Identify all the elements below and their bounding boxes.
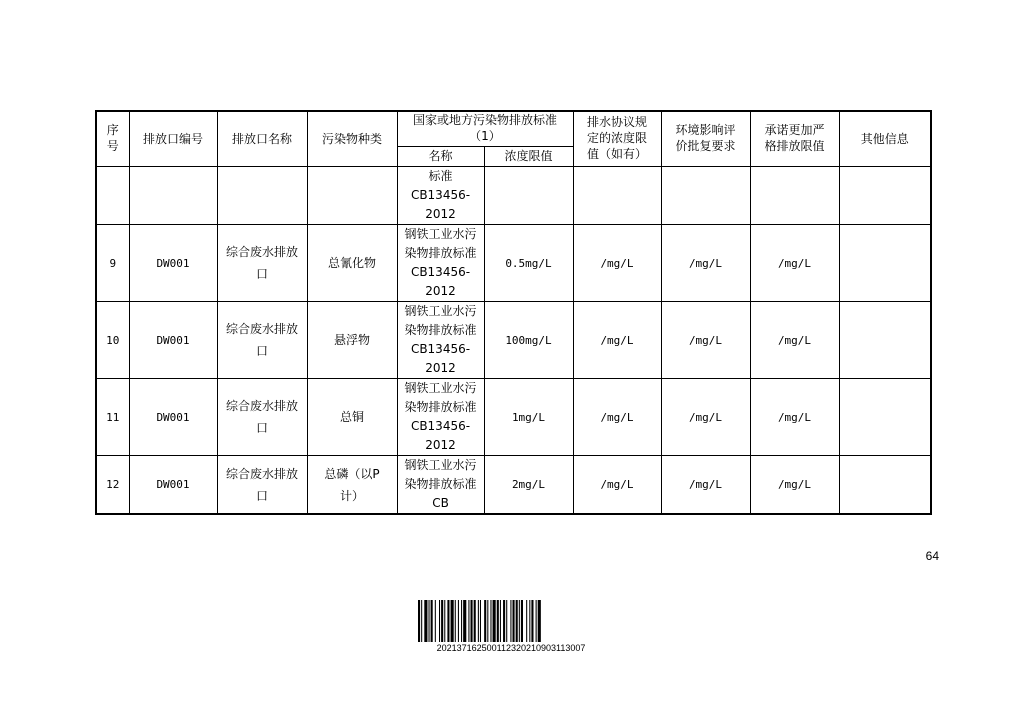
agreement-limit-cell: /mg/L bbox=[573, 379, 661, 456]
barcode-bar bbox=[474, 600, 476, 642]
agreement-limit-cell: /mg/L bbox=[573, 456, 661, 515]
barcode-bar bbox=[506, 600, 507, 642]
continuation-row bbox=[96, 167, 931, 225]
barcode-bar bbox=[431, 600, 433, 642]
barcode-bar bbox=[519, 600, 520, 642]
outlet-name-cell bbox=[217, 379, 307, 456]
outlet-code-cell: DW001 bbox=[129, 379, 217, 456]
header-outlet-code bbox=[129, 111, 217, 167]
header-agreement-limit-label: 排水协议规定的浓度限值（如有） bbox=[586, 115, 647, 161]
barcode-bar bbox=[536, 600, 537, 642]
seq-cell: 10 bbox=[96, 302, 129, 379]
barcode-bar bbox=[429, 600, 430, 642]
standard-limit-cell: 2mg/L bbox=[484, 456, 573, 515]
barcode-bar bbox=[531, 600, 533, 642]
eia-requirement-cell: /mg/L bbox=[661, 225, 750, 302]
table-cell bbox=[307, 167, 397, 225]
seq-cell: 9 bbox=[96, 225, 129, 302]
barcode-bar bbox=[455, 600, 456, 642]
header-standard-limit bbox=[484, 147, 573, 167]
barcode-bar bbox=[497, 600, 499, 642]
standard-name-text: 钢铁工业水污染物排放标准CB13456-2012 bbox=[404, 381, 477, 452]
header-pollutant-label: 污染物种类 bbox=[321, 131, 382, 146]
other-info-cell bbox=[839, 456, 931, 515]
barcode-bar bbox=[480, 600, 481, 642]
other-info-cell bbox=[839, 225, 931, 302]
pollutant-emission-table bbox=[95, 110, 932, 515]
barcode-bar bbox=[447, 600, 449, 642]
standard-name-text: 钢铁工业水污染物排放标准CB bbox=[404, 458, 477, 510]
barcode-bar bbox=[451, 600, 454, 642]
barcode-bar bbox=[487, 600, 488, 642]
standard-limit-cell: 100mg/L bbox=[484, 302, 573, 379]
barcode-bar bbox=[510, 600, 511, 642]
pollutant-cell bbox=[307, 225, 397, 302]
outlet-name-text: 综合废水排放口 bbox=[226, 322, 299, 358]
barcode-bar bbox=[513, 600, 515, 642]
other-info-cell bbox=[839, 379, 931, 456]
barcode-image bbox=[418, 600, 604, 642]
eia-requirement-cell: /mg/L bbox=[661, 302, 750, 379]
table-cell bbox=[573, 167, 661, 225]
barcode-number: 2021371625001123202109031130​07 bbox=[436, 643, 586, 653]
header-stricter-limit bbox=[750, 111, 839, 167]
barcode-bar bbox=[484, 600, 486, 642]
table-row bbox=[96, 225, 931, 302]
barcode-bar bbox=[538, 600, 541, 642]
pollutant-cell bbox=[307, 456, 397, 515]
page-number: 64 bbox=[925, 549, 939, 563]
standard-limit-cell: 0.5mg/L bbox=[484, 225, 573, 302]
barcode-bar bbox=[461, 600, 462, 642]
barcode-bar bbox=[503, 600, 505, 642]
pollutant-cell bbox=[307, 302, 397, 379]
standard-name-cell bbox=[397, 167, 484, 225]
header-stricter-limit-label: 承诺更加严格排放限值 bbox=[764, 123, 825, 153]
header-pollutant bbox=[307, 111, 397, 167]
table-cell bbox=[484, 167, 573, 225]
header-eia-requirement-label: 环境影响评价批复要求 bbox=[675, 123, 736, 153]
barcode-bar bbox=[441, 600, 443, 642]
standard-name-cell bbox=[397, 302, 484, 379]
standard-name-cell bbox=[397, 225, 484, 302]
barcode-bar bbox=[418, 600, 420, 642]
header-row bbox=[96, 111, 931, 147]
header-other-info-label: 其他信息 bbox=[860, 131, 909, 146]
barcode-bar bbox=[444, 600, 445, 642]
eia-requirement-cell: /mg/L bbox=[661, 379, 750, 456]
seq-cell: 12 bbox=[96, 456, 129, 515]
header-standard-group-label: 国家或地方污染物排放标准（1） bbox=[412, 113, 557, 143]
barcode-bar bbox=[490, 600, 491, 642]
standard-name-cell bbox=[397, 456, 484, 515]
stricter-limit-cell: /mg/L bbox=[750, 225, 839, 302]
stricter-limit-cell: /mg/L bbox=[750, 456, 839, 515]
outlet-name-text: 综合废水排放口 bbox=[226, 466, 299, 503]
header-seq-label: 序号 bbox=[106, 123, 119, 153]
barcode-bar bbox=[493, 600, 496, 642]
stricter-limit-cell: /mg/L bbox=[750, 379, 839, 456]
other-info-cell bbox=[839, 302, 931, 379]
outlet-name-cell bbox=[217, 456, 307, 515]
outlet-name-cell bbox=[217, 225, 307, 302]
table-cell bbox=[839, 167, 931, 225]
table-row bbox=[96, 379, 931, 456]
table-row bbox=[96, 456, 931, 515]
barcode-bar bbox=[521, 600, 523, 642]
outlet-name-cell bbox=[217, 302, 307, 379]
table-cell bbox=[96, 167, 129, 225]
barcode-bar bbox=[478, 600, 479, 642]
table-cell bbox=[129, 167, 217, 225]
outlet-code-cell: DW001 bbox=[129, 302, 217, 379]
header-other-info bbox=[839, 111, 931, 167]
standard-name-text: 标准CB13456-2012 bbox=[410, 169, 471, 221]
stricter-limit-cell: /mg/L bbox=[750, 302, 839, 379]
table-cell bbox=[217, 167, 307, 225]
barcode-bar bbox=[526, 600, 527, 642]
pollutant-text: 悬浮物 bbox=[333, 333, 370, 347]
barcode-bar bbox=[468, 600, 469, 642]
barcode-bar bbox=[458, 600, 459, 642]
agreement-limit-cell: /mg/L bbox=[573, 225, 661, 302]
pollutant-text: 总氰化物 bbox=[327, 256, 376, 270]
header-seq bbox=[96, 111, 129, 167]
header-outlet-code-label: 排放口编号 bbox=[142, 131, 203, 146]
barcode-bar bbox=[500, 600, 501, 642]
agreement-limit-cell: /mg/L bbox=[573, 302, 661, 379]
header-agreement-limit bbox=[573, 111, 661, 167]
header-eia-requirement bbox=[661, 111, 750, 167]
eia-requirement-cell: /mg/L bbox=[661, 456, 750, 515]
barcode-bar bbox=[421, 600, 422, 642]
header-outlet-name bbox=[217, 111, 307, 167]
pollutant-text: 总磷（以P计） bbox=[324, 466, 380, 503]
standard-name-cell bbox=[397, 379, 484, 456]
seq-cell: 11 bbox=[96, 379, 129, 456]
barcode-bar bbox=[516, 600, 518, 642]
header-standard-group bbox=[397, 111, 573, 147]
outlet-name-text: 综合废水排放口 bbox=[226, 399, 299, 435]
outlet-name-text: 综合废水排放口 bbox=[226, 245, 299, 281]
barcode-bar bbox=[529, 600, 530, 642]
header-standard-limit-label: 浓度限值 bbox=[504, 149, 553, 163]
pollutant-cell bbox=[307, 379, 397, 456]
outlet-code-cell: DW001 bbox=[129, 456, 217, 515]
table-cell bbox=[750, 167, 839, 225]
header-outlet-name-label: 排放口名称 bbox=[231, 131, 292, 146]
pollutant-text: 总铜 bbox=[339, 410, 364, 424]
barcode-bar bbox=[471, 600, 473, 642]
outlet-code-cell: DW001 bbox=[129, 225, 217, 302]
barcode-bar bbox=[435, 600, 436, 642]
barcode-bar bbox=[463, 600, 466, 642]
table-cell bbox=[661, 167, 750, 225]
standard-name-text: 钢铁工业水污染物排放标准CB13456-2012 bbox=[404, 304, 477, 375]
standard-limit-cell: 1mg/L bbox=[484, 379, 573, 456]
standard-name-text: 钢铁工业水污染物排放标准CB13456-2012 bbox=[404, 227, 477, 298]
barcode-bar bbox=[439, 600, 440, 642]
table-row bbox=[96, 302, 931, 379]
header-standard-name-label: 名称 bbox=[428, 149, 453, 163]
header-standard-name bbox=[397, 147, 484, 167]
barcode-bar bbox=[424, 600, 427, 642]
